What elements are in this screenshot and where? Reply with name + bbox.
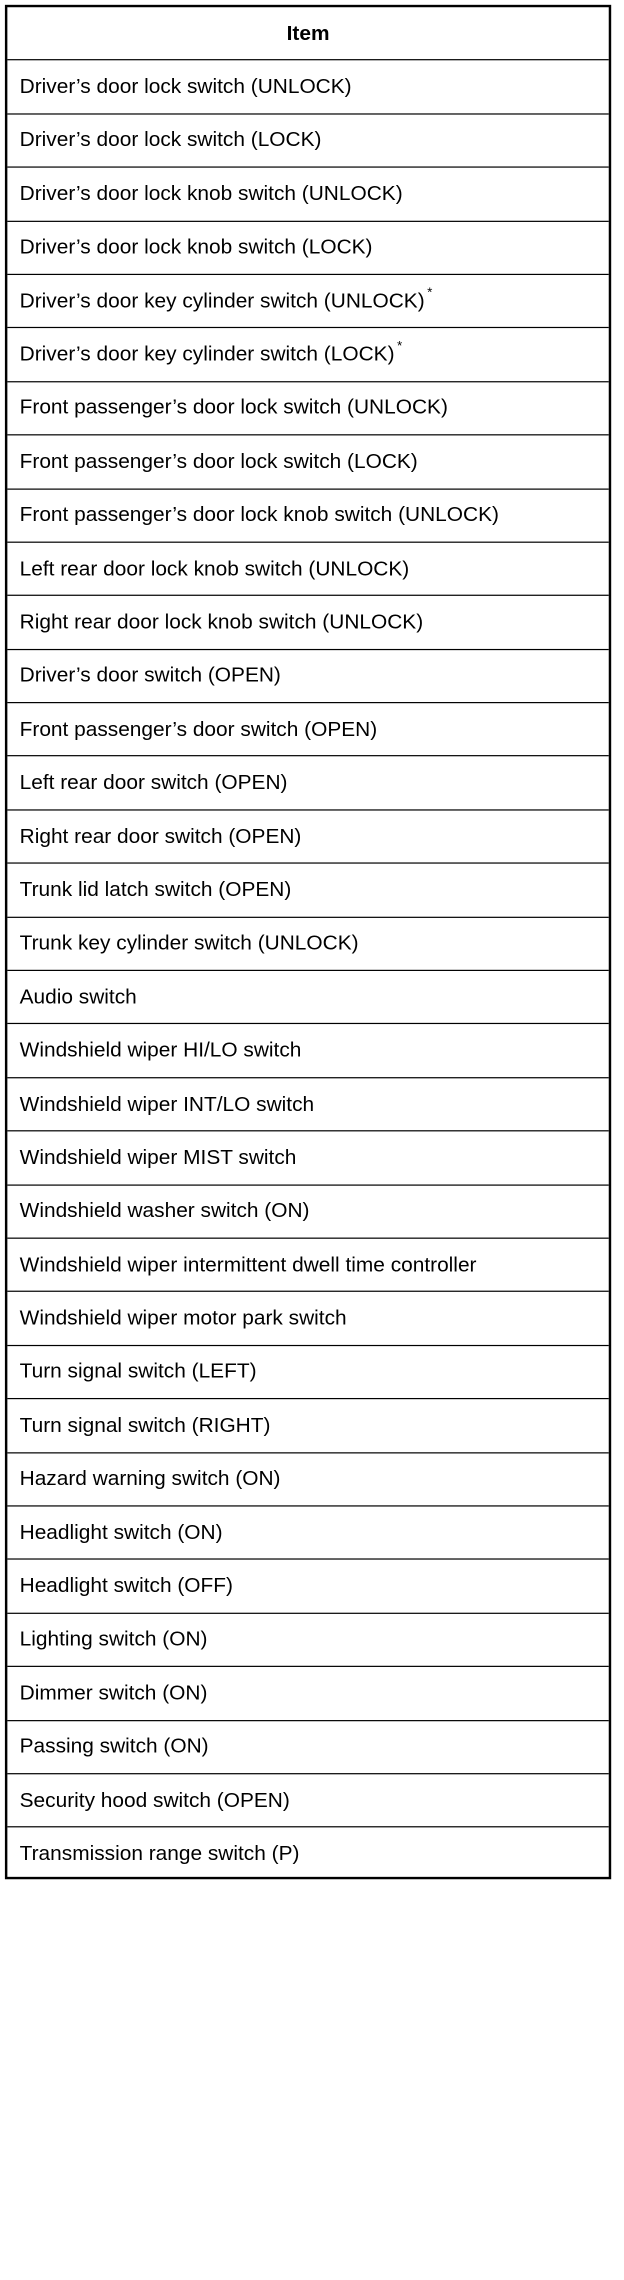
table-row: [7, 1239, 608, 1293]
table-row: [7, 1774, 608, 1828]
table-row: [7, 489, 608, 543]
table-row: [7, 221, 608, 275]
row-label: Driver’s door key cylinder switch (LOCK): [19, 342, 395, 366]
row-label: Right rear door lock knob switch (UNLOCK): [19, 610, 424, 634]
table-row: [7, 1078, 608, 1132]
row-label: Windshield wiper HI/LO switch: [19, 1038, 302, 1062]
table-row: [7, 275, 608, 329]
table-row: [7, 1292, 608, 1346]
table-row: [7, 61, 608, 115]
row-label: Front passenger’s door lock knob switch (UNLOCK): [19, 503, 499, 527]
table-row: [7, 703, 608, 757]
table-row: [7, 757, 608, 811]
row-label: Front passenger’s door lock switch (UNLOCK): [19, 396, 448, 420]
table-row: [7, 329, 608, 383]
table-row: [7, 1614, 608, 1668]
table-row: [7, 1667, 608, 1721]
row-label: Front passenger’s door lock switch (LOCK): [19, 449, 418, 473]
table-body: [7, 61, 608, 1881]
row-label: Left rear door switch (OPEN): [19, 770, 288, 794]
table-row: [7, 864, 608, 918]
item-table: [5, 5, 611, 1879]
footnote-marker: *: [396, 338, 403, 354]
row-label: Turn signal switch (RIGHT): [19, 1413, 271, 1437]
table-row: [7, 1346, 608, 1400]
table-row: [7, 1828, 608, 1882]
row-label: Driver’s door lock knob switch (UNLOCK): [19, 181, 403, 205]
table-row: [7, 810, 608, 864]
table-row: [7, 168, 608, 222]
row-label: Headlight switch (OFF): [19, 1574, 233, 1598]
table-row: [7, 1560, 608, 1614]
row-label: Windshield wiper INT/LO switch: [19, 1092, 315, 1116]
row-label: Hazard warning switch (ON): [19, 1467, 281, 1490]
row-label: Driver’s door switch (OPEN): [19, 663, 281, 687]
table-row: [7, 1506, 608, 1560]
table-row: [7, 596, 608, 650]
table-row: [7, 650, 608, 704]
table-row: [7, 1453, 608, 1507]
row-label: Driver’s door lock switch (LOCK): [19, 128, 322, 152]
row-label: Windshield wiper intermittent dwell time controller: [19, 1252, 477, 1276]
table-row: [7, 114, 608, 168]
table-row: [7, 436, 608, 490]
row-label: Headlight switch (ON): [19, 1520, 223, 1544]
row-label: Windshield wiper MIST switch: [19, 1145, 297, 1169]
row-label: Trunk lid latch switch (OPEN): [19, 878, 292, 901]
row-label: Passing switch (ON): [19, 1734, 209, 1758]
row-label: Security hood switch (OPEN): [19, 1788, 290, 1812]
table-row: [7, 1399, 608, 1453]
row-label: Lighting switch (ON): [19, 1627, 208, 1651]
row-label: Trunk key cylinder switch (UNLOCK): [19, 931, 359, 955]
row-label: Dimmer switch (ON): [19, 1681, 208, 1705]
table-row: [7, 1132, 608, 1186]
row-label: Windshield wiper motor park switch: [19, 1306, 347, 1330]
table-row: [7, 1721, 608, 1775]
row-label: Audio switch: [19, 985, 137, 1009]
table-row: [7, 971, 608, 1025]
row-label: Driver’s door key cylinder switch (UNLOCK): [19, 289, 425, 312]
table-row: [7, 917, 608, 971]
row-label: Right rear door switch (OPEN): [19, 824, 302, 848]
table-row: [7, 1185, 608, 1239]
table-row: [7, 543, 608, 597]
header-label: Item: [286, 21, 330, 45]
table-row: [7, 1025, 608, 1079]
table-header: [7, 7, 608, 61]
row-label: Windshield washer switch (ON): [19, 1199, 310, 1223]
row-label: Transmission range switch (P): [19, 1842, 300, 1866]
row-label: Driver’s door lock knob switch (LOCK): [19, 235, 373, 259]
row-label: Turn signal switch (LEFT): [19, 1359, 257, 1383]
row-label: Driver’s door lock switch (UNLOCK): [19, 74, 352, 98]
row-label: Front passenger’s door switch (OPEN): [19, 717, 378, 741]
table-row: [7, 382, 608, 436]
row-label: Left rear door lock knob switch (UNLOCK): [19, 556, 410, 580]
footnote-marker: *: [427, 285, 433, 300]
